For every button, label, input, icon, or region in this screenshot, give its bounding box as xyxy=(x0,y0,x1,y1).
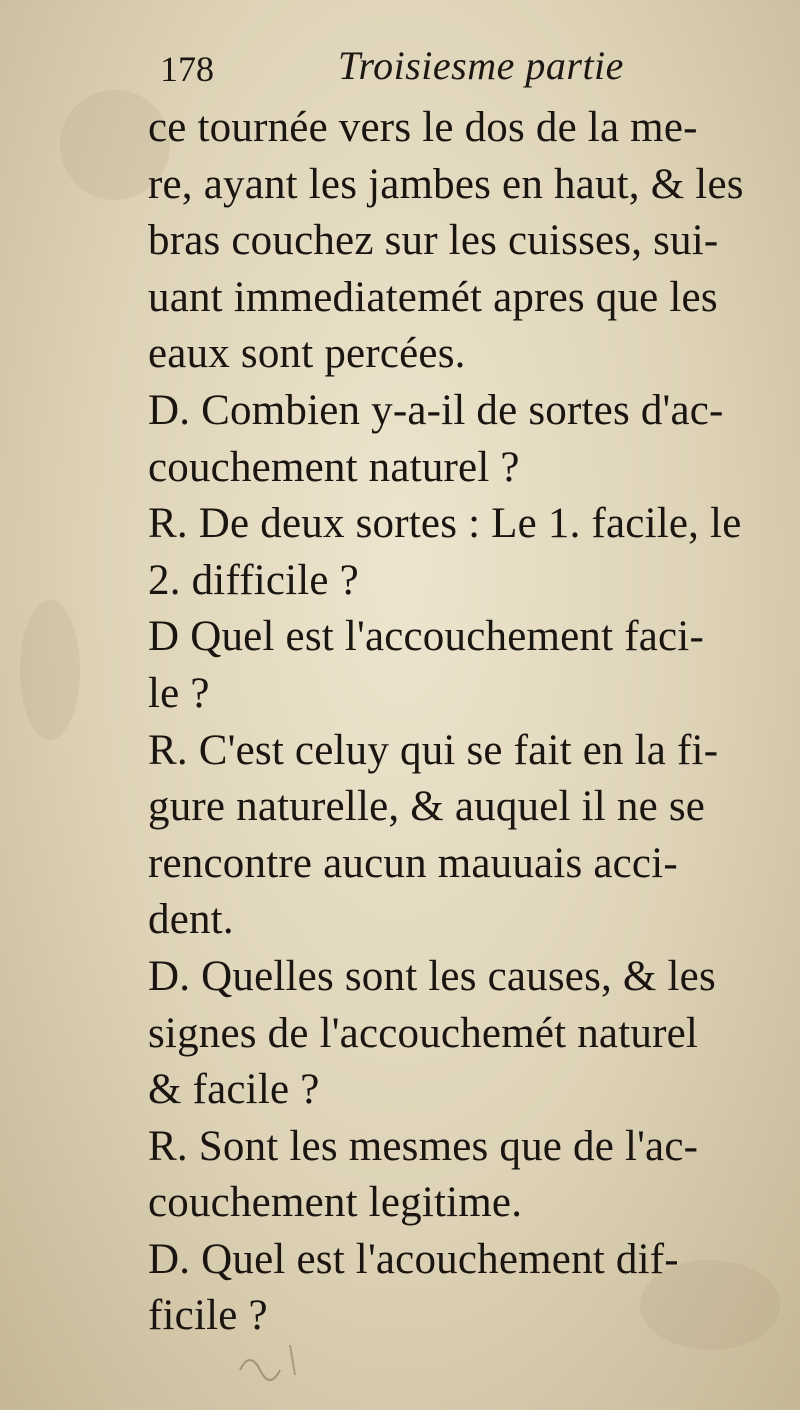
text-line: couchement naturel ? xyxy=(148,443,520,491)
text-line: rencontre aucun mauuais acci- xyxy=(148,839,678,887)
text-line: R. Sont les mesmes que de l'ac- xyxy=(148,1122,699,1170)
text-line: D. Quel est l'acouchement dif- xyxy=(148,1235,679,1283)
text-line: couchement legitime. xyxy=(148,1179,523,1227)
text-line: D. Combien y-a-il de sortes d'ac- xyxy=(148,386,724,434)
text-line: D Quel est l'accouchement faci- xyxy=(148,613,704,661)
body-text xyxy=(148,100,768,1345)
page-number: 178 xyxy=(160,49,214,89)
text-line: le ? xyxy=(148,669,210,717)
text-line: R. C'est celuy qui se fait en la fi- xyxy=(148,726,719,774)
text-line: & facile ? xyxy=(148,1066,320,1114)
text-line: eaux sont percées. xyxy=(148,330,466,378)
text-line: R. De deux sortes : Le 1. facile, le xyxy=(148,500,742,548)
text-line: uant immediatemét apres que les xyxy=(148,273,718,321)
text-line: bras couchez sur les cuisses, sui- xyxy=(148,217,719,265)
text-line: dent. xyxy=(148,896,234,944)
text-line: ce tournée vers le dos de la me- xyxy=(148,104,698,151)
paper-stain xyxy=(20,600,80,740)
text-line: 2. difficile ? xyxy=(148,556,359,604)
text-line: ficile ? xyxy=(148,1292,268,1340)
text-line: D. Quelles sont les causes, & les xyxy=(148,952,716,1000)
text-line: signes de l'accouchemét naturel xyxy=(148,1009,699,1057)
running-head: Troisiesme partie xyxy=(338,43,624,88)
page-header xyxy=(160,40,680,96)
text-line: re, ayant les jambes en haut, & les xyxy=(148,160,744,208)
text-line: gure naturelle, & auquel il ne se xyxy=(148,783,706,831)
bleed-through-icon xyxy=(220,1330,340,1390)
bleed-through-mark xyxy=(220,1330,340,1390)
